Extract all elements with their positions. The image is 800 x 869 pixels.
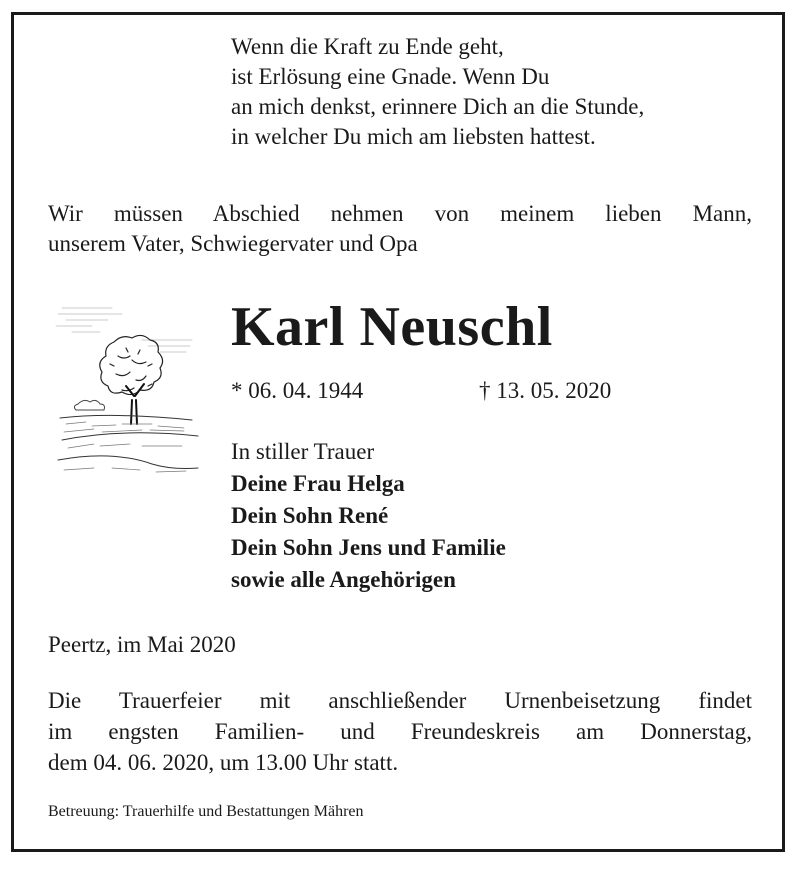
mourner-name: sowie alle Angehörigen	[231, 567, 456, 592]
tree-landscape-icon	[52, 300, 202, 480]
poem	[231, 32, 771, 152]
funeral-line: dem 04. 06. 2020, um 13.00 Uhr statt.	[48, 750, 399, 775]
mourner-name: Deine Frau Helga	[231, 471, 405, 496]
poem-line: an mich denkst, erinnere Dich an die Stunde,	[231, 94, 645, 119]
undertaker-credit: Betreuung: Trauerhilfe und Bestattungen Mähren	[48, 803, 364, 820]
birth-date: * 06. 04. 1944	[231, 378, 364, 403]
mourner-name: Dein Sohn Jens und Familie	[231, 535, 506, 560]
funeral-line: Die Trauerfeier mit anschließender Urnenbeisetzung findet	[48, 688, 752, 713]
poem-line: in welcher Du mich am liebsten hattest.	[231, 124, 596, 149]
deceased-name: Karl Neuschl	[231, 296, 553, 358]
poem-line: Wenn die Kraft zu Ende geht,	[231, 34, 504, 59]
funeral-notice	[48, 685, 752, 778]
mourning-heading: In stiller Trauer	[231, 439, 375, 464]
poem-line: ist Erlösung eine Gnade. Wenn Du	[231, 64, 550, 89]
death-date: † 13. 05. 2020	[479, 378, 612, 403]
intro-line: Wir müssen Abschied nehmen von meinem lieben Mann,	[48, 201, 752, 226]
intro-text	[48, 199, 752, 259]
funeral-line: im engsten Familien- und Freundeskreis am Donnerstag,	[48, 719, 752, 744]
intro-line: unserem Vater, Schwiegervater und Opa	[48, 231, 418, 256]
mourner-name: Dein Sohn René	[231, 503, 389, 528]
place-date: Peertz, im Mai 2020	[48, 632, 236, 657]
mourners-block	[231, 436, 506, 596]
